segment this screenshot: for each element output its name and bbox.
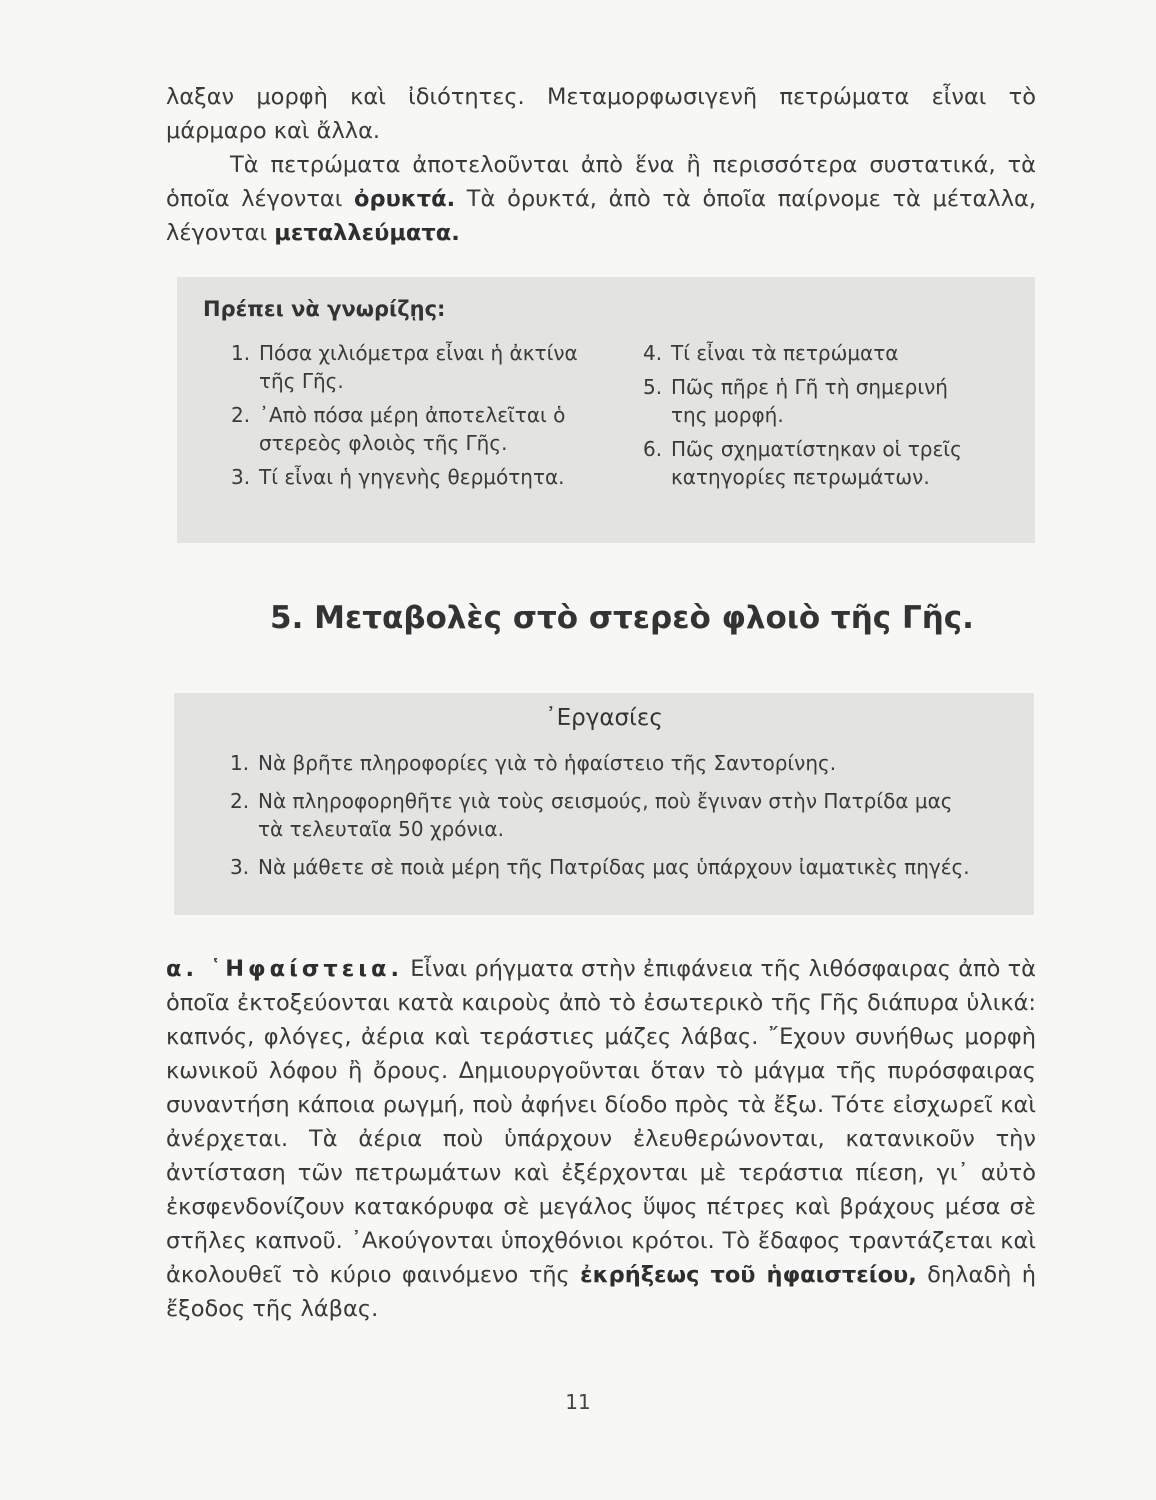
question-text: Πῶς πῆρε ἡ Γῆ τὴ σημερινή της μορφή.	[671, 375, 948, 427]
task-item	[230, 787, 970, 843]
question-item	[643, 435, 983, 491]
question-number: 3.	[231, 465, 251, 489]
question-text: Τί εἶναι τὰ πετρώματα	[671, 341, 899, 365]
term-eruption: ἐκρήξεως τοῦ ἡφαιστείου,	[580, 1262, 917, 1288]
question-number: 5.	[643, 375, 663, 399]
question-number: 1.	[231, 341, 251, 365]
tasks-box	[174, 693, 1034, 915]
intro-line1: λαξαν μορφὴ καὶ ἰδιότητες. Μεταμορφωσιγενῆ πετρώματα εἶναι τὸ μάρμαρο καὶ ἄλλα.	[166, 84, 1036, 144]
task-number: 3.	[230, 855, 250, 879]
task-text: Νὰ μάθετε σὲ ποιὰ μέρη τῆς Πατρίδας μας ὑπάρχουν ἰαματικὲς πηγές.	[258, 855, 970, 879]
question-text: ᾿Απὸ πόσα μέρη ἀποτελεῖται ὁ στερεὸς φλοιὸς τῆς Γῆς.	[259, 403, 566, 455]
volcanoes-label: α. ῾Ηφαίστεια.	[166, 956, 404, 982]
question-item	[643, 373, 983, 429]
questions-left-column	[231, 339, 581, 497]
task-number: 1.	[230, 751, 250, 775]
question-text: Τί εἶναι ἡ γηγενὴς θερμότητα.	[259, 465, 565, 489]
intro-p2-part2: Τὰ ὀρυκτά, ἀπὸ τὰ ὁποῖα παίρνομε τὰ μέταλλα, λέγονται	[166, 186, 1036, 246]
intro-text	[166, 80, 1036, 250]
task-number: 2.	[230, 789, 250, 813]
question-number: 2.	[231, 403, 251, 427]
task-item	[230, 853, 970, 881]
volcanoes-paragraph	[166, 952, 1036, 1326]
intro-p2-part1: Τὰ πετρώματα ἀποτελοῦνται ἀπὸ ἕνα ἢ περισσότερα συστατικά, τὰ ὁποῖα λέγονται	[166, 152, 1036, 212]
question-number: 6.	[643, 437, 663, 461]
question-item	[643, 339, 983, 367]
volcanoes-text-part1: Εἶναι ρήγματα στὴν ἐπιφάνεια τῆς λιθόσφαιρας ἀπὸ τὰ ὁποῖα ἐκτοξεύονται κατὰ καιροὺς ἀπὸ τὸ ἐσωτερικὸ τῆς Γῆς διάπυρα ὑλικά: καπνός, φλόγες, ἀέρια καὶ τεράστιες μάζες λάβας. ῎Εχουν συνήθως μορφὴ κωνικοῦ λόφου ἢ ὄρους. Δημιουργοῦνται ὅταν τὸ μάγμα τῆς πυρόσφαιρας συναντήση κάποια ρωγμή, ποὺ ἀφήνει δίοδο πρὸς τὰ ἔξω. Τότε εἰσχωρεῖ καὶ ἀνέρχεται. Τὰ ἀέρια ποὺ ὑπάρχουν ἐλευθερώνονται, κατανικοῦν τὴν ἀντίσταση τῶν πετρωμάτων καὶ ἐξέρχονται μὲ τεράστια πίεση, γι᾿ αὐτὸ ἐκσφενδονίζουν κατακόρυφα σὲ μεγάλος ὕψος πέτρες καὶ βράχους μέσα σὲ στῆλες καπνοῦ. ᾿Ακούγονται ὑποχθόνιοι κρότοι. Τὸ ἔδαφος τραντάζεται καὶ ἀκολουθεῖ τὸ κύριο φαινόμενο τῆς	[166, 956, 1036, 1288]
page-number: 11	[565, 1390, 591, 1414]
task-text: Νὰ πληροφορηθῆτε γιὰ τοὺς σεισμούς, ποὺ ἔγιναν στὴν Πατρίδα μας τὰ τελευταῖα 50 χρόνια.	[258, 789, 953, 841]
questions-right-column	[643, 339, 983, 497]
question-item	[231, 463, 581, 491]
tasks-list	[230, 749, 970, 891]
task-text: Νὰ βρῆτε πληροφορίες γιὰ τὸ ἡφαίστειο τῆς Σαντορίνης.	[258, 751, 837, 775]
knowledge-box	[177, 277, 1035, 543]
volcanoes-text-part2: δηλαδὴ ἡ ἔξοδος τῆς λάβας.	[166, 1262, 1036, 1322]
question-text: Πόσα χιλιόμετρα εἶναι ἡ ἀκτίνα τῆς Γῆς.	[259, 341, 578, 393]
section-title: 5. Μεταβολὲς στὸ στερεὸ φλοιὸ τῆς Γῆς.	[270, 600, 974, 636]
task-item	[230, 749, 970, 777]
tasks-box-title: ᾿Εργασίες	[545, 705, 663, 731]
question-text: Πῶς σχηματίστηκαν οἱ τρεῖς κατηγορίες πετρωμάτων.	[671, 437, 962, 489]
question-number: 4.	[643, 341, 663, 365]
question-item	[231, 339, 581, 395]
term-ores: μεταλλεύματα.	[274, 220, 460, 246]
question-item	[231, 401, 581, 457]
term-minerals: ὀρυκτά.	[354, 186, 456, 212]
knowledge-box-title: Πρέπει νὰ γνωρίζῃς:	[203, 297, 446, 321]
